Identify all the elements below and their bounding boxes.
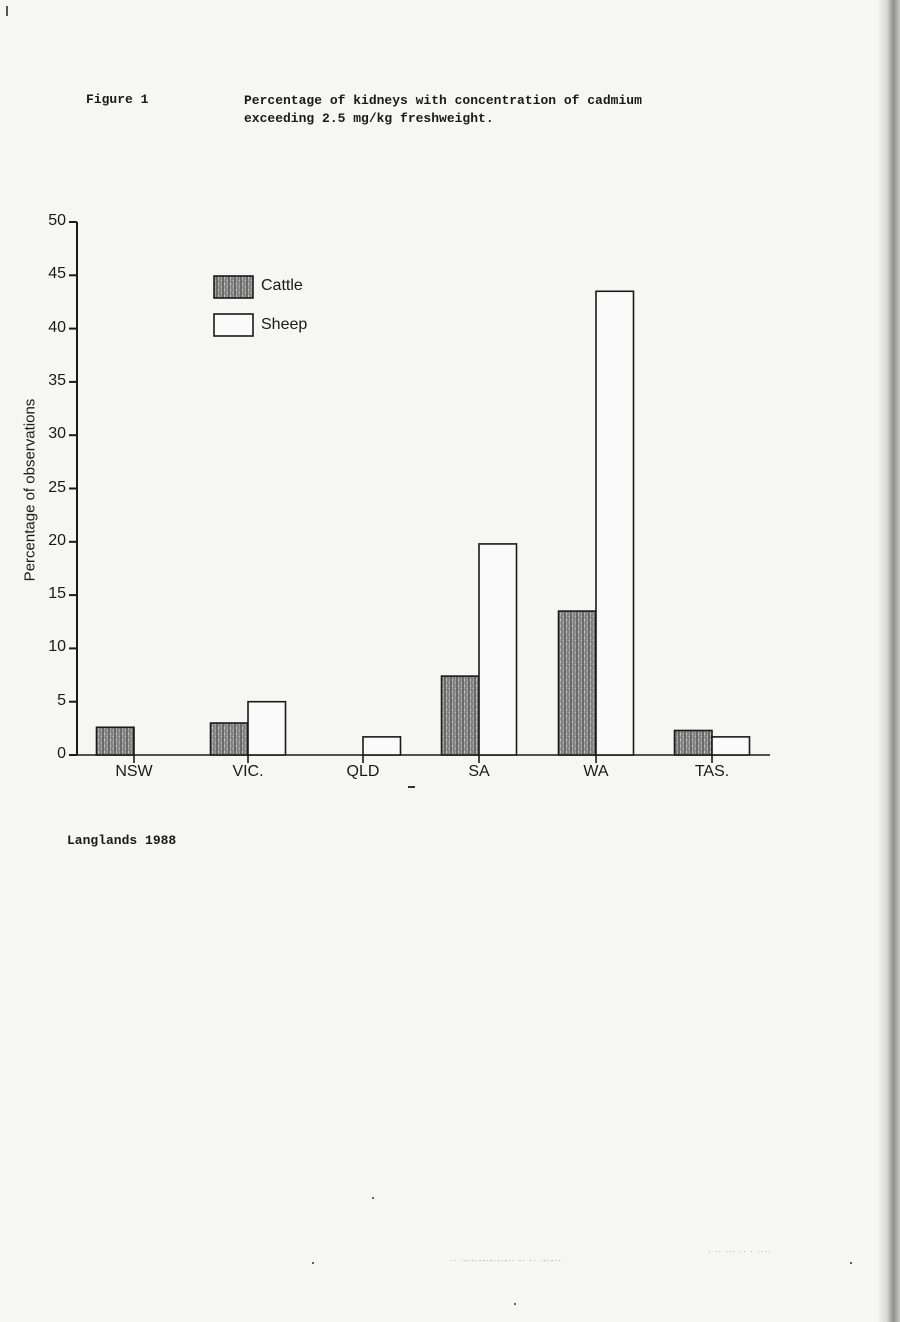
scan-speck xyxy=(312,1262,314,1264)
figure-title-line-1: Percentage of kidneys with concentration of cadmium xyxy=(244,93,642,108)
scan-mark xyxy=(6,6,8,16)
y-tick-label: 5 xyxy=(57,691,66,709)
bar-cattle-tas xyxy=(675,730,713,755)
bars xyxy=(97,291,750,755)
scan-smudge: ·· ·-·-·--·-·-·-·· -· ·· ·-·-·- xyxy=(450,1256,562,1265)
axes xyxy=(69,222,770,763)
legend xyxy=(214,276,253,336)
scan-smudge: · ·· ··· ·· · ···· xyxy=(708,1247,772,1256)
x-category-label: VIC. xyxy=(232,763,264,780)
figure-title-line-2: exceeding 2.5 mg/kg freshweight. xyxy=(244,111,494,126)
scan-speck xyxy=(850,1262,852,1264)
x-category-label: SA xyxy=(468,763,490,780)
y-tick-label: 50 xyxy=(48,212,66,229)
x-category-label: QLD xyxy=(346,763,380,780)
bar-sheep-vic xyxy=(248,702,286,755)
bar-sheep-wa xyxy=(596,291,634,755)
bar-sheep-tas xyxy=(712,737,750,755)
y-tick-label: 40 xyxy=(48,318,66,336)
bar-sheep-qld xyxy=(363,737,401,755)
legend-cattle-swatch xyxy=(214,276,253,298)
source-citation: Langlands 1988 xyxy=(67,833,177,848)
x-category-label: WA xyxy=(583,763,609,780)
y-tick-label: 20 xyxy=(48,531,66,549)
figure-label: Figure 1 xyxy=(86,92,149,107)
bar-sheep-sa xyxy=(479,544,517,755)
bar-cattle-wa xyxy=(559,611,597,755)
y-tick-label: 35 xyxy=(48,371,66,389)
bar-cattle-vic xyxy=(211,723,249,755)
x-category-label: TAS. xyxy=(694,763,730,780)
y-tick-label: 15 xyxy=(48,585,66,603)
bar-cattle-nsw xyxy=(97,727,135,755)
x-category-label: NSW xyxy=(115,763,153,780)
legend-label-cattle: Cattle xyxy=(261,277,303,294)
y-axis-label: Percentage of observations xyxy=(21,398,39,582)
scan-speck xyxy=(372,1197,374,1199)
legend-label-sheep: Sheep xyxy=(261,316,308,333)
y-tick-label: 30 xyxy=(48,425,66,443)
y-tick-label: 0 xyxy=(57,745,66,762)
scan-mark xyxy=(408,786,415,788)
scan-speck xyxy=(514,1303,516,1305)
legend-sheep-swatch xyxy=(214,314,253,336)
y-tick-label: 10 xyxy=(48,638,66,656)
bar-cattle-sa xyxy=(442,676,480,755)
y-tick-label: 45 xyxy=(48,265,66,283)
y-tick-label: 25 xyxy=(48,478,66,496)
